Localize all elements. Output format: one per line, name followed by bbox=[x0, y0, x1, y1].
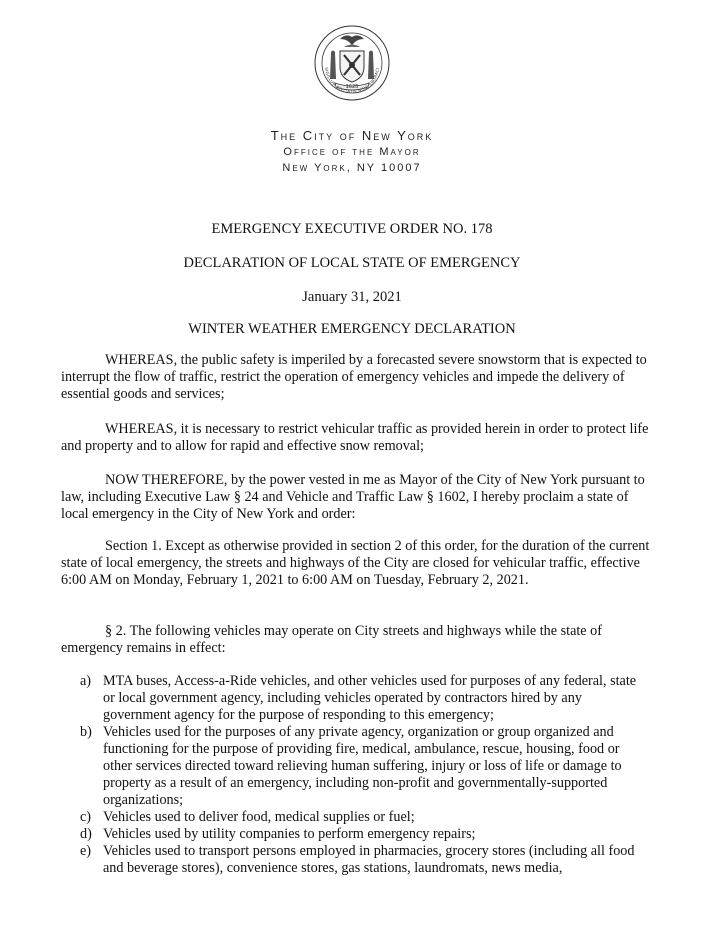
order-title: EMERGENCY EXECUTIVE ORDER NO. 178 bbox=[211, 221, 493, 237]
list-item bbox=[80, 724, 640, 809]
list-item bbox=[80, 826, 640, 843]
paragraph-text: WHEREAS, the public safety is imperiled by a forecasted severe snowstorm that is expected to interrupt the flow of traffic, restrict the operation of emergency vehicles and impede the delivery of essential goods and services; bbox=[61, 352, 647, 402]
whereas-paragraph-1 bbox=[61, 352, 651, 403]
sailor-figure bbox=[330, 51, 336, 80]
letterhead-address: New York, NY 10007 bbox=[282, 162, 422, 174]
list-item-text: Vehicles used to transport persons employed in pharmacies, grocery stores (including all food and beverage stores), convenience stores, gas stations, laundromats, news media, bbox=[103, 843, 635, 876]
paragraph-text: NOW THEREFORE, by the power vested in me as Mayor of the City of New York pursuant to law, including Executive Law § 24 and Vehicle and Traffic Law § 1602, I hereby proclaim a state of local emergency in the City of New York and order: bbox=[61, 472, 645, 522]
whereas-paragraph-2 bbox=[61, 421, 651, 455]
list-marker: c) bbox=[80, 809, 92, 825]
paragraph-text: Section 1. Except as otherwise provided in section 2 of this order, for the duration of the current state of local emergency, the streets and highways of the City are closed for vehicular traffic, effective 6:00 AM on Monday, February 1, 2021 to 6:00 AM on Tuesday, February 2, 2021. bbox=[61, 538, 650, 588]
letterhead bbox=[0, 128, 704, 176]
letterhead-city: The City of New York bbox=[270, 128, 434, 143]
seal-motto: SIGILLUM CIVITATIS NOVI EBORACI bbox=[324, 67, 380, 95]
section-2-paragraph bbox=[61, 623, 651, 657]
list-item bbox=[80, 843, 640, 877]
list-item-text: Vehicles used for the purposes of any private agency, organization or group organized and functioning for the purpose of providing fire, medical, ambulance, rescue, housing, food or other services directed toward relieving human suffering, injury or loss of life or damage to property as a result of an emergency, including non-profit and governmentally-supported organizations; bbox=[103, 724, 622, 808]
list-item-text: MTA buses, Access-a-Ride vehicles, and other vehicles used for purposes of any federal, state or local government agency, including vehicles operated by contractors hired by any government agency for the purpose of responding to this emergency; bbox=[103, 673, 637, 723]
section-1-paragraph bbox=[61, 538, 651, 589]
list-item-text: Vehicles used by utility companies to perform emergency repairs; bbox=[103, 826, 476, 842]
list-marker: e) bbox=[80, 843, 92, 859]
list-marker: b) bbox=[80, 724, 92, 740]
list-marker: d) bbox=[80, 826, 92, 842]
list-item bbox=[80, 809, 640, 826]
vehicle-exemption-list bbox=[80, 673, 640, 877]
order-subtitle: WINTER WEATHER EMERGENCY DECLARATION bbox=[188, 321, 516, 337]
eagle-icon bbox=[340, 35, 364, 45]
now-therefore-paragraph bbox=[61, 472, 651, 523]
list-item-text: Vehicles used to deliver food, medical supplies or fuel; bbox=[103, 809, 415, 825]
paragraph-text: WHEREAS, it is necessary to restrict vehicular traffic as provided herein in order to protect life and property and to allow for rapid and effective snow removal; bbox=[61, 421, 649, 454]
seal-year: 1625 bbox=[345, 84, 359, 90]
order-date: January 31, 2021 bbox=[302, 289, 402, 305]
letterhead-office: Office of the Mayor bbox=[283, 146, 421, 158]
list-item bbox=[80, 673, 640, 724]
declaration-title: DECLARATION OF LOCAL STATE OF EMERGENCY bbox=[183, 255, 521, 271]
native-figure bbox=[368, 51, 374, 80]
city-seal bbox=[313, 24, 391, 102]
paragraph-text: § 2. The following vehicles may operate on City streets and highways while the state of emergency remains in effect: bbox=[61, 623, 602, 656]
list-marker: a) bbox=[80, 673, 92, 689]
